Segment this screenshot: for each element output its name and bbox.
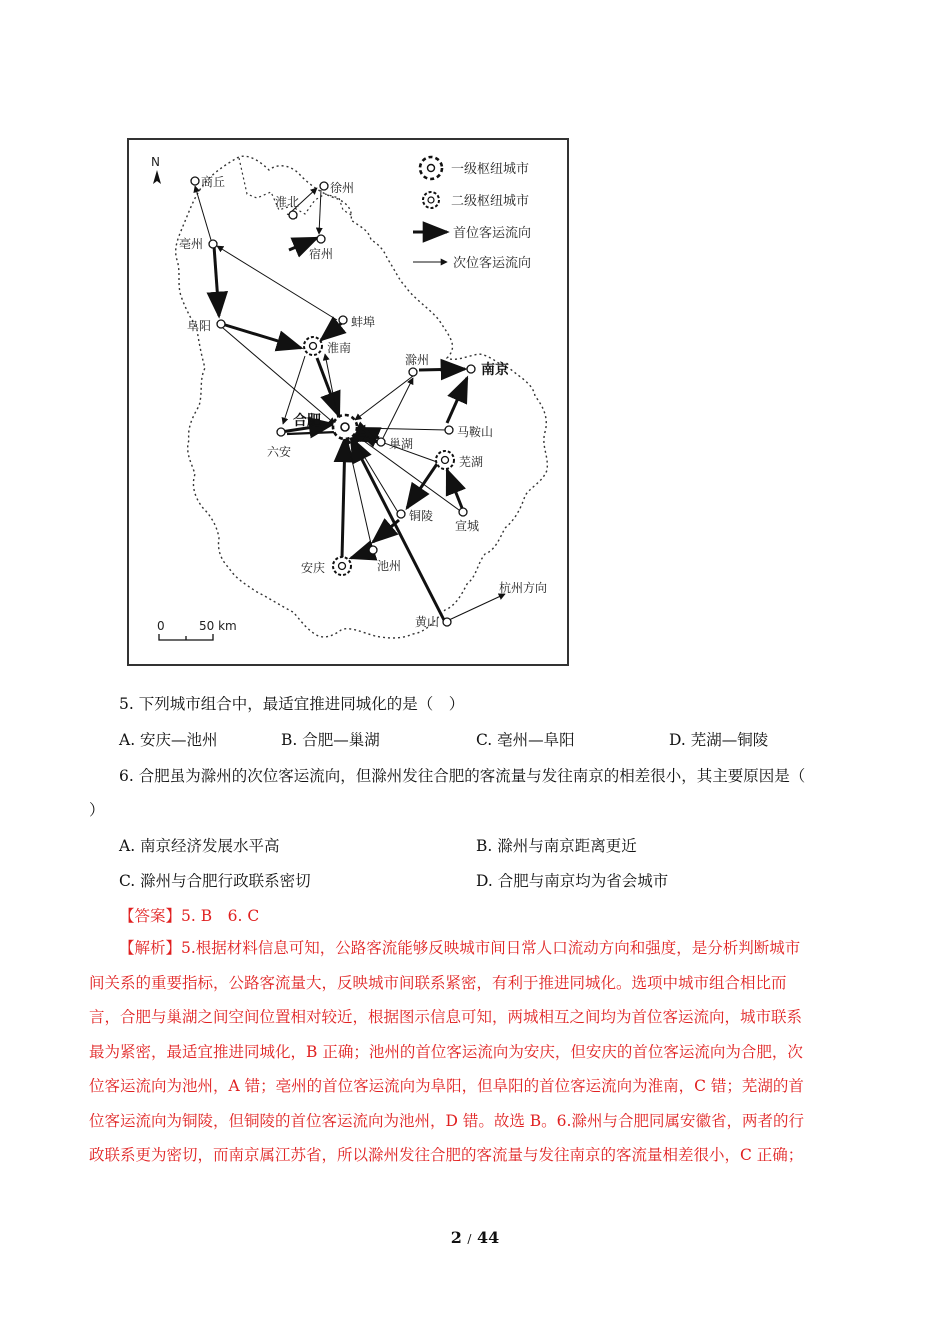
analysis-line-1: 【解析】5.根据材料信息可知，公路客流能够反映城市间日常人口流动方向和强度，是分析判断城市 xyxy=(119,939,801,957)
label-huaibei: 淮北 xyxy=(275,195,300,209)
flow-hefei-liuan xyxy=(287,432,337,434)
city-suzhou-marker xyxy=(317,235,325,243)
flow-fuyang-huainan xyxy=(222,324,301,348)
flow-wuhu-tongling xyxy=(407,458,441,508)
flow-chuzhou-hefei xyxy=(355,376,413,420)
city-xuancheng-marker xyxy=(459,508,467,516)
flow-huangshan-hangzhou xyxy=(449,594,505,620)
analysis-line-4: 最为紧密，最适宜推进同城化，B 正确；池州的首位客运流向为安庆，但安庆的首位客运流向为合肥，次 xyxy=(89,1042,803,1061)
analysis-paragraph xyxy=(89,931,865,1173)
flow-maanshan-nanjing xyxy=(447,378,467,423)
svg-text:N: N xyxy=(151,155,160,169)
analysis-line-7: 政联系更为密切，而南京属江苏省，所以滁州发往合肥的客流量与发往南京的客流量相差很小，C 正确； xyxy=(89,1146,804,1164)
flow-maanshan-hefei xyxy=(359,428,447,430)
flow-hefei-huainan xyxy=(325,354,339,424)
label-fuyang: 阜阳 xyxy=(187,319,212,333)
transport-map-figure xyxy=(127,138,569,666)
city-shangqiu-marker xyxy=(191,177,199,185)
flow-chuzhou-nanjing xyxy=(419,369,465,370)
q5-option-a: A. 安庆—池州 xyxy=(119,731,218,749)
map-svg xyxy=(129,140,571,668)
q6-option-d: D. 合肥与南京均为省会城市 xyxy=(476,872,669,890)
label-huainan: 淮南 xyxy=(327,341,352,355)
flow-bengbu-huainan xyxy=(321,322,343,340)
page-number xyxy=(0,1228,950,1247)
flow-chizhou-anqing xyxy=(351,552,369,558)
city-liuan-marker xyxy=(277,428,285,436)
map-legend xyxy=(413,157,531,271)
flow-bozhou-shangqiu xyxy=(195,186,211,240)
label-chizhou: 池州 xyxy=(377,559,402,573)
flow-bozhou-fuyang xyxy=(214,246,219,316)
label-tongling: 铜陵 xyxy=(409,509,434,523)
label-anqing: 安庆 xyxy=(301,561,326,575)
label-xuancheng: 宣城 xyxy=(455,519,480,533)
q5-stem: 5. 下列城市组合中，最适宜推进同城化的是（ ） xyxy=(119,695,465,713)
city-huangshan-marker xyxy=(443,618,451,626)
label-shangqiu: 商丘 xyxy=(201,175,226,189)
secondary-flows xyxy=(195,186,505,620)
q6-option-b: B. 滁州与南京距离更近 xyxy=(476,837,637,855)
city-bozhou-marker xyxy=(209,240,217,248)
north-arrow-icon xyxy=(151,155,161,184)
analysis-line-2: 间关系的重要指标，公路客流量大，反映城市间联系紧密，有利于推进同城化。选项中城市组合相比而 xyxy=(89,973,787,992)
city-chizhou-marker xyxy=(369,546,377,554)
label-nanjing: 南京 xyxy=(481,362,509,378)
city-tongling-marker xyxy=(397,510,405,518)
answer-line: 【答案】5. B 6. C xyxy=(119,907,260,925)
flow-xuancheng-wuhu xyxy=(447,470,462,508)
analysis-line-5: 位客运流向为池州，A 错；亳州的首位客运流向为阜阳，但阜阳的首位客运流向为淮南，C 错；芜湖的首 xyxy=(89,1077,804,1095)
legend-level2-label: 二级枢纽城市 xyxy=(451,194,530,209)
legend-primary-label: 首位客运流向 xyxy=(453,226,532,241)
analysis-line-6: 位客运流向为铜陵，但铜陵的首位客运流向为池州，D 错。故选 B。6.滁州与合肥同属安徽省，两者的行 xyxy=(89,1111,804,1130)
city-fuyang-marker xyxy=(217,320,225,328)
label-liuan: 六安 xyxy=(267,445,292,459)
label-chuzhou: 滁州 xyxy=(405,353,430,367)
q6-stem-line2: ） xyxy=(89,801,105,819)
q6-option-c: C. 滁州与合肥行政联系密切 xyxy=(119,872,311,890)
city-xuzhou-marker xyxy=(320,182,328,190)
q5-option-b: B. 合肥—巢湖 xyxy=(281,731,380,749)
city-huainan-core xyxy=(310,343,317,350)
analysis-line-3: 言，合肥与巢湖之间空间位置相对较近，根据图示信息可知，两城相互之间均为首位客运流向，城市联系 xyxy=(89,1008,803,1026)
svg-text:0: 0 xyxy=(157,619,165,633)
label-chaohu: 巢湖 xyxy=(389,437,414,451)
label-hangzhou: 杭州方向 xyxy=(499,581,548,595)
q6-option-a: A. 南京经济发展水平高 xyxy=(119,837,280,855)
label-xuzhou: 徐州 xyxy=(330,181,355,195)
city-chuzhou-marker xyxy=(409,368,417,376)
city-chaohu-marker xyxy=(377,438,385,446)
label-hefei: 合肥 xyxy=(293,413,321,429)
flow-anqing-hefei xyxy=(342,438,345,558)
label-bengbu: 蚌埠 xyxy=(351,315,376,329)
city-wuhu-core xyxy=(442,457,449,464)
page-separator: / xyxy=(467,1232,472,1246)
city-bengbu-marker xyxy=(339,316,347,324)
legend-level1-label: 一级枢纽城市 xyxy=(451,162,530,177)
scale-bar xyxy=(157,619,237,640)
city-hefei-core xyxy=(341,423,349,431)
city-anqing-core xyxy=(339,563,346,570)
flow-suzhou-xuzhou xyxy=(319,190,321,234)
q6-stem-line1: 6. 合肥虽为滁州的次位客运流向，但滁州发往合肥的客流量与发往南京的相差很小，其主要原因是（ xyxy=(119,767,806,785)
label-maanshan: 马鞍山 xyxy=(457,425,494,439)
city-huaibei-marker xyxy=(289,211,297,219)
svg-text:50 km: 50 km xyxy=(199,619,237,633)
q5-option-d: D. 芜湖—铜陵 xyxy=(669,731,769,749)
label-suzhou: 宿州 xyxy=(309,247,334,261)
label-bozhou: 亳州 xyxy=(179,237,204,251)
legend-secondary-label: 次位客运流向 xyxy=(453,256,532,271)
page-total: 44 xyxy=(477,1228,500,1247)
q5-option-c: C. 亳州—阜阳 xyxy=(476,731,575,749)
label-wuhu: 芜湖 xyxy=(459,455,484,469)
label-huangshan: 黄山 xyxy=(415,615,440,629)
page-current: 2 xyxy=(450,1228,462,1247)
city-nanjing-marker xyxy=(467,365,475,373)
city-maanshan-marker xyxy=(445,426,453,434)
